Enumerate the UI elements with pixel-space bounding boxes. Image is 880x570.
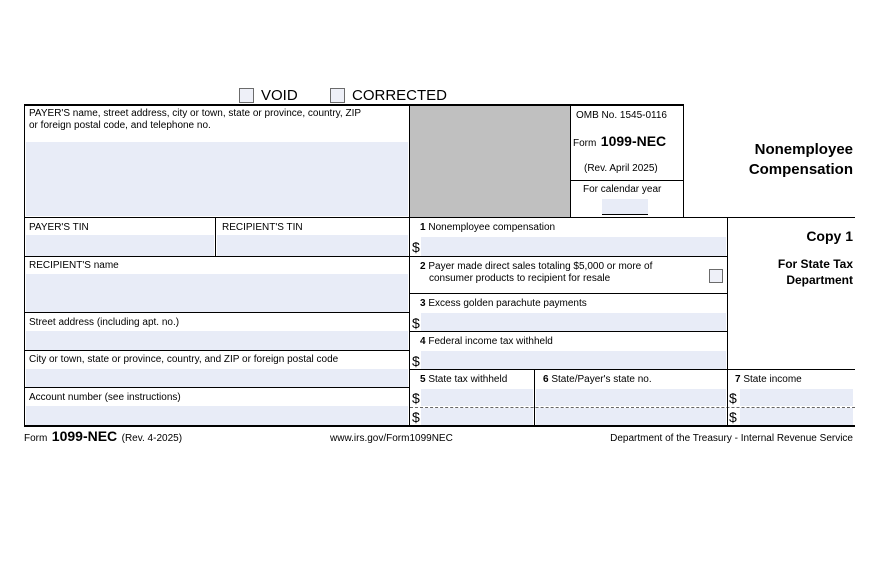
omb-revision: (Rev. April 2025) — [584, 163, 658, 174]
box5-text: State tax withheld — [428, 374, 508, 385]
box1-label — [420, 222, 555, 234]
calendar-year-field[interactable] — [602, 199, 648, 215]
shaded-area — [410, 106, 570, 217]
form-title-line2: Compensation — [748, 161, 853, 178]
box5-field-2[interactable] — [421, 408, 533, 425]
box7-label — [735, 374, 802, 386]
box1-num: 1 — [420, 222, 426, 233]
void-label: VOID — [261, 87, 298, 104]
omb-form-prefix: Form — [573, 138, 597, 149]
recipient-name-label: RECIPIENT'S name — [29, 260, 119, 271]
box7-num: 7 — [735, 374, 741, 385]
omb-form-name: 1099-NEC — [600, 133, 667, 149]
box5-label — [420, 374, 507, 386]
payer-name-label: PAYER'S name, street address, city or town, state or province, country, ZIP — [29, 108, 362, 119]
corrected-checkbox[interactable] — [330, 88, 345, 103]
footer-form-name: 1099-NEC — [51, 428, 118, 444]
footer-form-id — [24, 428, 182, 446]
footer-url[interactable]: www.irs.gov/Form1099NEC — [330, 433, 453, 444]
account-number-field[interactable] — [26, 406, 408, 425]
box2-checkbox[interactable] — [709, 269, 723, 283]
box4-label — [420, 336, 553, 348]
city-label: City or town, state or province, country, and ZIP or foreign postal code — [29, 354, 339, 365]
box6-field-2[interactable] — [536, 408, 726, 425]
box3-num: 3 — [420, 298, 426, 309]
payer-tin-field[interactable] — [26, 235, 214, 256]
form-title-line1: Nonemployee — [754, 141, 853, 158]
payer-name-field[interactable] — [26, 142, 408, 216]
box7-text: State income — [743, 374, 802, 385]
payer-name-label-2: or foreign postal code, and telephone no. — [29, 120, 211, 131]
omb-form-id — [573, 133, 666, 151]
box7-dollar-2: $ — [729, 409, 737, 425]
box7-field-2[interactable] — [740, 408, 853, 425]
box4-dollar: $ — [412, 353, 420, 369]
box5-dollar-2: $ — [412, 409, 420, 425]
city-field[interactable] — [26, 369, 408, 387]
box2-label-2: consumer products to recipient for resale — [429, 273, 611, 284]
omb-number: OMB No. 1545-0116 — [576, 110, 667, 121]
street-address-field[interactable] — [26, 331, 408, 350]
copy-line2: Department — [786, 273, 853, 287]
box7-dollar-1: $ — [729, 390, 737, 406]
box4-text: Federal income tax withheld — [428, 336, 553, 347]
box2-text-1: Payer made direct sales totaling $5,000 or more of — [428, 261, 653, 272]
copy-title: Copy 1 — [806, 228, 853, 244]
box5-num: 5 — [420, 374, 426, 385]
box3-field[interactable] — [421, 313, 726, 331]
box5-field-1[interactable] — [421, 389, 533, 406]
box1-text: Nonemployee compensation — [428, 222, 556, 233]
street-address-label: Street address (including apt. no.) — [29, 317, 180, 328]
box2-num: 2 — [420, 261, 426, 272]
box6-field-1[interactable] — [536, 389, 726, 406]
account-number-label: Account number (see instructions) — [29, 392, 181, 403]
box3-text: Excess golden parachute payments — [428, 298, 587, 309]
box4-field[interactable] — [421, 351, 726, 369]
calendar-year-label: For calendar year — [583, 184, 662, 195]
box6-text: State/Payer's state no. — [551, 374, 652, 385]
box2-label — [420, 261, 652, 273]
void-checkbox[interactable] — [239, 88, 254, 103]
recipient-tin-label: RECIPIENT'S TIN — [222, 222, 303, 233]
recipient-tin-field[interactable] — [217, 235, 408, 256]
box6-num: 6 — [543, 374, 549, 385]
corrected-label: CORRECTED — [352, 87, 448, 104]
recipient-name-field[interactable] — [26, 274, 408, 312]
box4-num: 4 — [420, 336, 426, 347]
box5-dollar-1: $ — [412, 390, 420, 406]
box3-dollar: $ — [412, 315, 420, 331]
box1-field[interactable] — [421, 237, 726, 256]
payer-tin-label: PAYER'S TIN — [29, 222, 89, 233]
footer-revision: (Rev. 4-2025) — [121, 433, 183, 444]
copy-destination — [733, 256, 853, 288]
box7-field-1[interactable] — [740, 389, 853, 406]
footer-form-prefix: Form — [24, 433, 48, 444]
box6-label — [543, 374, 652, 386]
box1-dollar: $ — [412, 239, 420, 255]
copy-line1: For State Tax — [777, 257, 853, 271]
box3-label — [420, 298, 587, 310]
footer-department: Department of the Treasury - Internal Revenue Service — [610, 433, 853, 444]
form-title — [690, 140, 853, 180]
